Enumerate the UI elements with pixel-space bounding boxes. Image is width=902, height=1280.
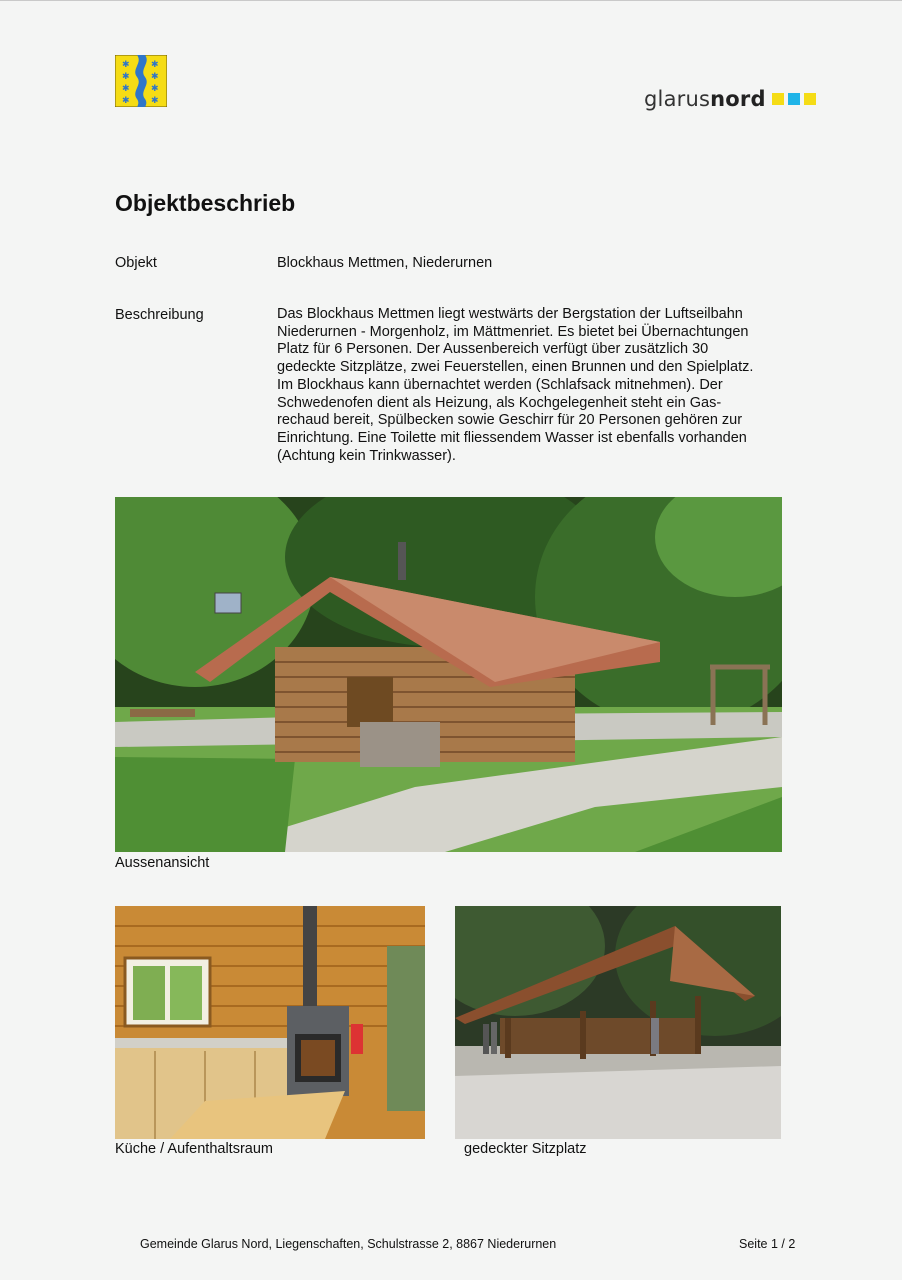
desc-line: (Achtung kein Trinkwasser). bbox=[277, 447, 456, 464]
top-border bbox=[0, 0, 902, 1]
page-title: Objektbeschrieb bbox=[115, 190, 296, 216]
svg-text:✱: ✱ bbox=[122, 96, 130, 106]
footer-page-number: Seite 1 / 2 bbox=[739, 1237, 796, 1251]
svg-text:✱: ✱ bbox=[151, 72, 159, 82]
crest-icon bbox=[115, 55, 167, 107]
kitchen-photo bbox=[115, 906, 425, 1139]
desc-line: Platz für 6 Personen. Der Aussenbereich verfügt über zusätzlich 30 bbox=[277, 341, 709, 358]
desc-line: rechaud bereit, Spülbecken sowie Geschirr für 20 Personen gehören zur bbox=[277, 412, 743, 429]
desc-line: Niederurnen - Morgenholz, im Mättmenriet. Es bietet bei Übernachtungen bbox=[277, 323, 749, 340]
svg-text:✱: ✱ bbox=[151, 60, 159, 70]
logo-square-cyan bbox=[788, 93, 800, 105]
cabin-exterior-photo bbox=[115, 497, 782, 852]
objekt-value: Blockhaus Mettmen, Niederurnen bbox=[277, 255, 493, 271]
logo-square-yellow-2 bbox=[804, 93, 816, 105]
kitchen-caption: Küche / Aufenthaltsraum bbox=[115, 1141, 273, 1157]
desc-line: Einrichtung. Eine Toilette mit fliessendem Wasser ist ebenfalls vorhanden bbox=[277, 429, 747, 446]
seating-caption: gedeckter Sitzplatz bbox=[464, 1141, 587, 1157]
svg-text:✱: ✱ bbox=[151, 84, 159, 94]
svg-text:✱: ✱ bbox=[122, 84, 130, 94]
covered-seating-photo bbox=[455, 906, 781, 1139]
beschreibung-text bbox=[277, 306, 787, 465]
desc-line: Das Blockhaus Mettmen liegt westwärts der Bergstation der Luftseilbahn bbox=[277, 306, 743, 322]
main-photo-caption: Aussenansicht bbox=[115, 855, 210, 871]
desc-line: gedeckte Sitzplätze, zwei Feuerstellen, einen Brunnen und den Spielplatz. bbox=[277, 359, 754, 376]
logo-bold: nord bbox=[710, 87, 766, 111]
desc-line: Schwedenofen dient als Heizung, als Kochgelegenheit steht ein Gas- bbox=[277, 394, 722, 411]
svg-text:✱: ✱ bbox=[151, 96, 159, 106]
footer-address: Gemeinde Glarus Nord, Liegenschaften, Schulstrasse 2, 8867 Niederurnen bbox=[140, 1237, 557, 1251]
logo-wordmark bbox=[644, 87, 766, 111]
desc-line: Im Blockhaus kann übernachtet werden (Schlafsack mitnehmen). Der bbox=[277, 376, 723, 393]
glarusnord-logo bbox=[644, 84, 816, 114]
logo-name: glarus bbox=[644, 87, 711, 111]
svg-text:✱: ✱ bbox=[122, 72, 130, 82]
logo-square-yellow bbox=[772, 93, 784, 105]
beschreibung-label: Beschreibung bbox=[115, 307, 204, 323]
svg-text:✱: ✱ bbox=[122, 60, 130, 70]
objekt-label: Objekt bbox=[115, 255, 157, 271]
